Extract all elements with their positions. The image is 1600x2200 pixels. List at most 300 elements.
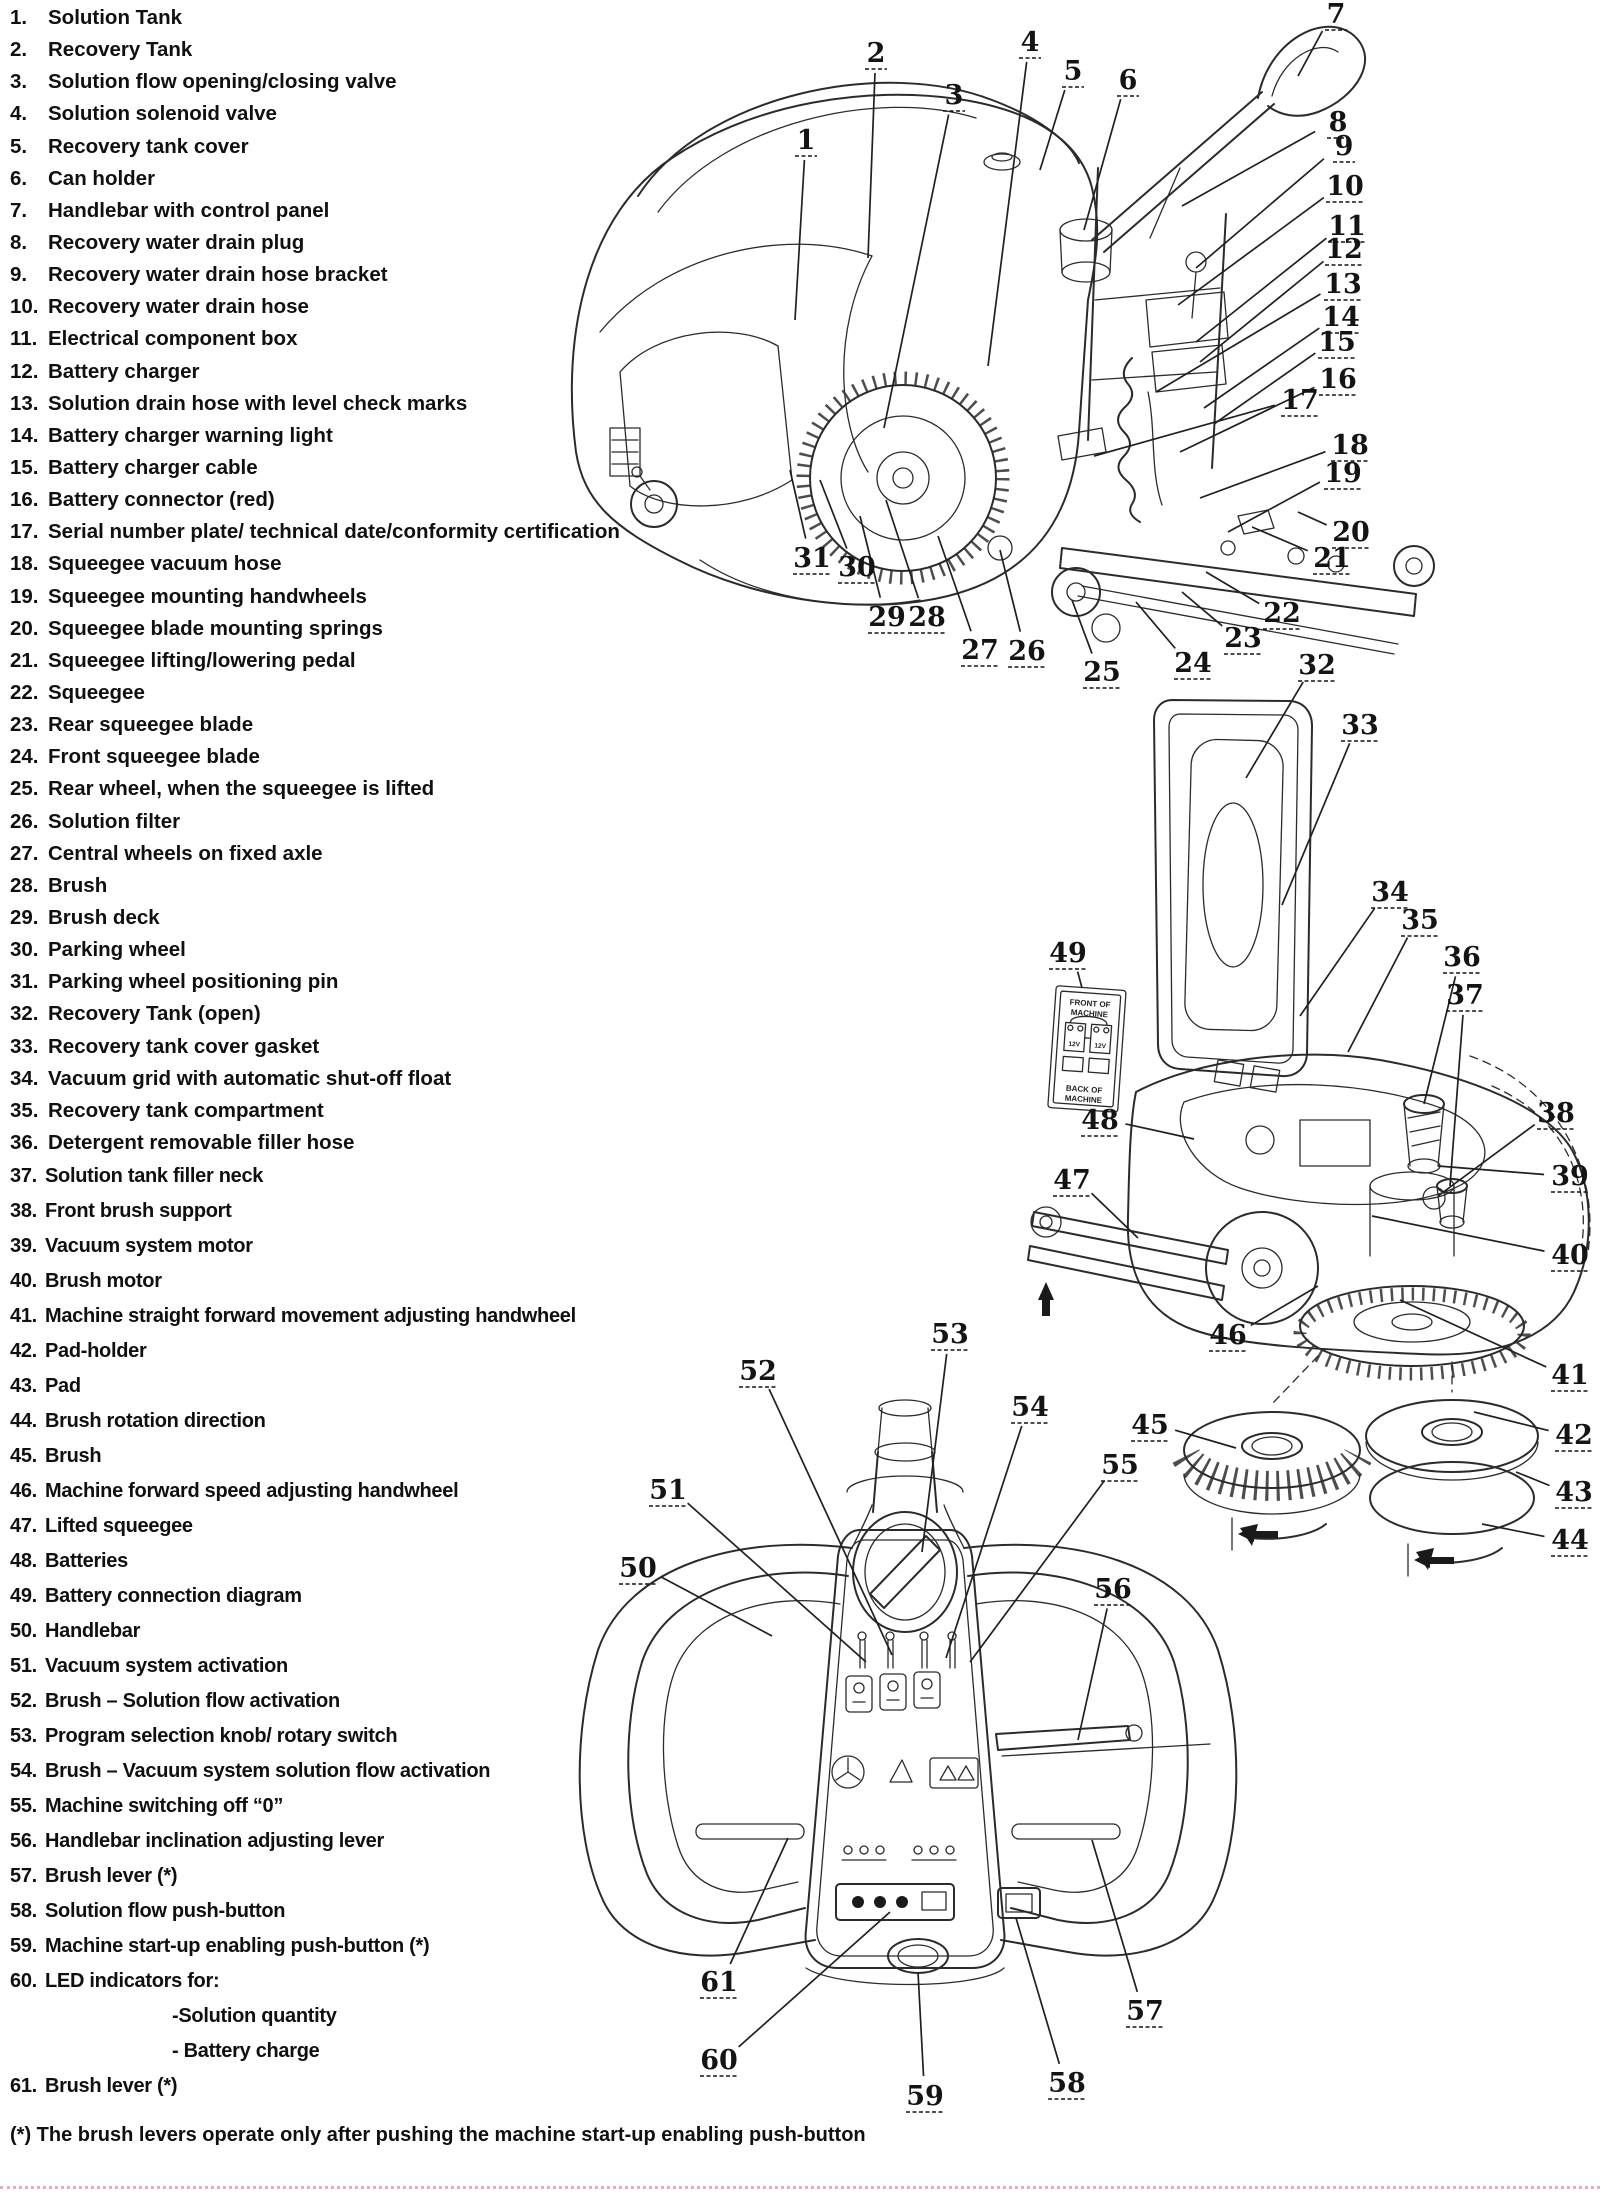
callout-number: 8	[1328, 107, 1348, 138]
item-label: Solution drain hose with level check marks	[48, 391, 468, 415]
item-number: 54.	[10, 1760, 37, 1782]
callout-number: 51	[649, 1475, 687, 1506]
line-art	[1088, 1058, 1109, 1073]
item-number: 22.	[10, 680, 39, 704]
callout-leader-line	[795, 160, 804, 320]
item-number: 34.	[10, 1066, 39, 1090]
callout-leader-line	[1125, 1124, 1194, 1139]
line-art	[896, 1896, 908, 1908]
item-number: 52.	[10, 1690, 37, 1712]
callout-number: 18	[1331, 430, 1369, 461]
item-number: 14.	[10, 423, 39, 447]
handle-shaft	[847, 1400, 963, 1512]
cover-gasket	[1184, 739, 1284, 1031]
line-art	[1206, 1212, 1318, 1324]
item-number: 51.	[10, 1655, 37, 1677]
callout-leader-line	[1450, 1015, 1463, 1186]
callout-number: 14	[1322, 302, 1360, 333]
callout-number: 10	[1326, 171, 1364, 202]
item-label: Brush rotation direction	[45, 1410, 266, 1432]
line-art: 12V	[1094, 1042, 1107, 1051]
item-number: 30.	[10, 938, 39, 962]
callout-number: 29	[868, 602, 906, 633]
callout-number: 39	[1551, 1161, 1589, 1192]
item-number: 60.	[10, 1970, 37, 1992]
item-number: 20.	[10, 616, 39, 640]
callout-number: 25	[1083, 657, 1121, 688]
machine-body-outline	[572, 95, 1097, 605]
callout-number: 2	[866, 38, 886, 69]
callout-number: 34	[1371, 877, 1409, 908]
solution-filter	[988, 536, 1012, 560]
tank-compartment	[1180, 1085, 1485, 1205]
item-number: 48.	[10, 1550, 37, 1572]
item-number: 44.	[10, 1410, 37, 1432]
callout-leader-line	[918, 1972, 924, 2076]
callout-leader-line	[1200, 261, 1324, 362]
callout-leader-line	[1136, 602, 1175, 648]
line-art	[1408, 1159, 1440, 1173]
level-symbols	[842, 1846, 956, 1860]
callout-number: 33	[1341, 710, 1379, 741]
line-art	[893, 468, 913, 488]
line-art	[1042, 1300, 1050, 1316]
item-label: Batteries	[45, 1550, 128, 1572]
item-number: 38.	[10, 1200, 37, 1222]
line-art	[1031, 1207, 1061, 1237]
line-art	[1288, 548, 1304, 564]
line-art	[875, 1443, 935, 1461]
callout-number: 31	[793, 543, 831, 574]
item-number: 28.	[10, 873, 39, 897]
callout-number: 19	[1324, 458, 1362, 489]
line-art	[1150, 168, 1180, 238]
callout-number: 7	[1326, 0, 1346, 30]
callout-leader-line	[1196, 238, 1326, 342]
line-art	[1272, 48, 1338, 96]
line-art	[886, 1632, 894, 1640]
line-art	[914, 1672, 940, 1708]
item-label: Parking wheel	[48, 938, 186, 962]
callout-number: 32	[1298, 650, 1336, 681]
item-label: Parking wheel positioning pin	[48, 970, 339, 994]
item-number: 59.	[10, 1935, 37, 1957]
item-label: -Solution quantity	[172, 2005, 337, 2027]
line-art	[852, 1505, 872, 1548]
line-art	[810, 385, 996, 571]
callout-number: 13	[1324, 269, 1362, 300]
line-art	[860, 1846, 868, 1854]
line-art	[930, 1846, 938, 1854]
item-label: Vacuum system activation	[45, 1655, 288, 1677]
line-art	[914, 1846, 922, 1854]
line-art	[836, 1758, 860, 1780]
callout-leader-line	[868, 73, 875, 258]
line-art	[1406, 558, 1422, 574]
line-art	[1252, 1437, 1292, 1455]
item-number: 24.	[10, 745, 39, 769]
callout-leader-line	[1298, 512, 1327, 525]
callout-number: 5	[1063, 56, 1083, 87]
callout-number: 12	[1325, 234, 1363, 265]
item-label: Recovery Tank (open)	[48, 1002, 261, 1026]
item-number: 41.	[10, 1305, 37, 1327]
line-art	[888, 1681, 898, 1691]
item-label: Squeegee vacuum hose	[48, 552, 282, 576]
line-art	[858, 1632, 866, 1640]
line-art	[860, 1640, 955, 1668]
item-number: 2.	[10, 38, 28, 62]
item-number: 18.	[10, 552, 39, 576]
up-arrow	[1038, 1282, 1054, 1300]
item-number: 57.	[10, 1865, 37, 1887]
line-art	[880, 1674, 906, 1710]
brush-motor	[1370, 1172, 1454, 1200]
callout-number: 44	[1551, 1525, 1589, 1556]
item-number: 19.	[10, 584, 39, 608]
item-label: Battery connector (red)	[48, 488, 275, 512]
callout-number: 42	[1555, 1420, 1593, 1451]
callout-leader-line	[1078, 1608, 1107, 1740]
line-art	[852, 1896, 864, 1908]
line-art: MACHINE	[1070, 1007, 1109, 1020]
item-number: 4.	[10, 102, 28, 126]
item-label: - Battery charge	[172, 2040, 320, 2062]
item-number: 33.	[10, 1034, 39, 1058]
line-art	[612, 440, 638, 464]
diagram-side-view	[572, 0, 1434, 778]
item-number: 27.	[10, 841, 39, 865]
callout-leader-line	[988, 62, 1027, 366]
item-label: Brush lever (*)	[45, 1865, 178, 1887]
callout-number: 37	[1446, 980, 1484, 1011]
item-number: 36.	[10, 1130, 39, 1154]
callout-leader-line	[1206, 572, 1259, 604]
callout-number: 6	[1118, 65, 1138, 96]
item-number: 53.	[10, 1725, 37, 1747]
callout-number: 40	[1551, 1240, 1589, 1271]
line-art	[645, 495, 663, 513]
item-label: Machine forward speed adjusting handwheel	[45, 1480, 459, 1502]
item-label: Pad	[45, 1375, 81, 1397]
item-number: 37.	[10, 1165, 37, 1187]
item-label: LED indicators for:	[45, 1970, 220, 1992]
line-art	[865, 1524, 945, 1620]
line-art	[930, 1758, 978, 1788]
line-art	[847, 1476, 963, 1492]
callout-number: 52	[739, 1356, 777, 1387]
handlebar	[1092, 27, 1365, 252]
line-art	[940, 1766, 974, 1780]
item-label: Machine straight forward movement adjusting handwheel	[45, 1305, 576, 1327]
item-label: Brush – Solution flow activation	[45, 1690, 340, 1712]
callout-number: 43	[1555, 1477, 1593, 1508]
callout-number: 56	[1094, 1574, 1132, 1605]
line-art	[844, 1846, 852, 1854]
line-art	[1067, 583, 1085, 601]
callout-leader-line	[1078, 972, 1082, 988]
callout-number: 1	[796, 125, 816, 156]
callout-leader-line	[946, 1426, 1022, 1658]
line-art	[803, 378, 1003, 578]
electrical-component-box	[1146, 292, 1228, 347]
item-label: Vacuum grid with automatic shut-off float	[48, 1066, 452, 1090]
item-label: Battery charger	[48, 359, 200, 383]
lifting-pedal	[1238, 510, 1274, 534]
line-art	[1203, 803, 1263, 967]
item-number: 42.	[10, 1340, 37, 1362]
item-number: 6.	[10, 166, 28, 190]
vacuum-grid	[1300, 1120, 1370, 1166]
warning-label-icon	[930, 1758, 978, 1788]
callout-leader-line	[1348, 938, 1408, 1052]
item-label: Handlebar inclination adjusting lever	[45, 1830, 384, 1852]
callout-number: 4	[1020, 27, 1040, 58]
item-label: Recovery water drain plug	[48, 230, 305, 254]
item-number: 8.	[10, 230, 28, 254]
line-art	[631, 481, 677, 527]
line-art	[922, 1679, 932, 1689]
item-number: 3.	[10, 70, 28, 94]
line-art	[946, 1846, 954, 1854]
line-art	[1221, 541, 1235, 555]
item-number: 29.	[10, 905, 39, 929]
callout-number: 61	[700, 1967, 738, 1998]
callout-number: 21	[1313, 543, 1351, 574]
line-art	[846, 1676, 872, 1712]
callout-leader-line	[1016, 1918, 1059, 2064]
callout-number: 30	[838, 552, 876, 583]
squeegee-vacuum-hose	[1118, 358, 1140, 522]
side-recess	[620, 332, 792, 506]
item-number: 43.	[10, 1375, 37, 1397]
item-label: Can holder	[48, 166, 156, 190]
callout-number: 35	[1401, 905, 1439, 936]
machine-body	[1128, 1055, 1590, 1355]
rear-tower	[1088, 168, 1228, 468]
callout-number: 54	[1011, 1392, 1049, 1423]
callout-leader-line	[1196, 159, 1324, 268]
callout-number: 22	[1263, 598, 1301, 629]
solution-drain-hose	[1148, 392, 1162, 505]
mounted-brush	[1300, 1286, 1524, 1374]
line-art	[1060, 548, 1416, 616]
line-art: 12V	[1068, 1040, 1081, 1049]
callout-leader-line	[1438, 1166, 1544, 1174]
callout-leader-line	[688, 1503, 866, 1662]
line-art	[853, 1698, 933, 1702]
callout-number: 48	[1081, 1105, 1119, 1136]
line-art	[1432, 1423, 1472, 1441]
line-art	[874, 1896, 886, 1908]
item-label: Squeegee lifting/lowering pedal	[48, 648, 356, 672]
item-label: Recovery water drain hose	[48, 295, 309, 319]
brush-lever	[696, 1824, 804, 1839]
item-number: 32.	[10, 1002, 39, 1026]
item-number: 16.	[10, 488, 39, 512]
item-label: Brush lever (*)	[45, 2075, 178, 2097]
item-label: Detergent removable filler hose	[48, 1130, 355, 1154]
footnote: (*) The brush levers operate only after pushing the machine start-up enabling push-button	[10, 2124, 866, 2146]
line-art	[1258, 27, 1365, 116]
item-label: Brush deck	[48, 905, 160, 929]
callout-number: 38	[1537, 1098, 1575, 1129]
line-art	[1062, 262, 1110, 282]
callout-number: 41	[1551, 1360, 1589, 1391]
mode-icon-badges	[846, 1672, 940, 1712]
brush-disc	[1184, 1412, 1360, 1550]
callouts-diagram-3	[619, 1319, 1164, 2112]
item-number: 46.	[10, 1480, 37, 1502]
callout-number: 53	[931, 1319, 969, 1350]
item-number: 1.	[10, 6, 28, 29]
callout-leader-line	[730, 1838, 788, 1964]
line-art	[1028, 1246, 1224, 1300]
item-label: Squeegee blade mounting springs	[48, 616, 383, 640]
callout-number: 17	[1281, 385, 1319, 416]
item-label: Vacuum system motor	[45, 1235, 253, 1257]
callout-number: 59	[906, 2081, 944, 2112]
item-label: Rear squeegee blade	[48, 713, 254, 737]
callout-number: 60	[700, 2045, 738, 2076]
item-label: Recovery tank cover gasket	[48, 1034, 320, 1058]
item-label: Solution solenoid valve	[48, 102, 277, 126]
line-art	[1040, 1216, 1052, 1228]
diagram-open-tank-view	[1028, 700, 1593, 1576]
battery-charger	[1152, 345, 1226, 392]
callout-number: 50	[619, 1553, 657, 1584]
item-label: Recovery tank cover	[48, 134, 249, 158]
item-label: Recovery tank compartment	[48, 1098, 324, 1122]
item-label: Central wheels on fixed axle	[48, 841, 323, 865]
inclination-adjusting-lever	[996, 1725, 1210, 1756]
floor-icon	[890, 1760, 912, 1782]
callout-leader-line	[970, 1481, 1104, 1662]
fan-icon	[832, 1756, 864, 1788]
item-number: 35.	[10, 1098, 39, 1122]
line-art	[1092, 614, 1120, 642]
line-art: BACK OF	[1065, 1083, 1103, 1096]
line-art	[1246, 1126, 1274, 1154]
line-art: MACHINE	[1064, 1093, 1103, 1106]
line-art	[1250, 1066, 1279, 1092]
item-label: Solution Tank	[48, 6, 183, 29]
central-wheel	[1206, 1212, 1318, 1324]
callout-number: 45	[1131, 1410, 1169, 1441]
callout-number: 57	[1126, 1996, 1164, 2027]
line-art	[1078, 1026, 1083, 1031]
item-number: 45.	[10, 1445, 37, 1467]
callout-leader-line	[739, 1912, 890, 2047]
item-number: 17.	[10, 520, 39, 544]
item-label: Brush – Vacuum system solution flow activation	[45, 1760, 491, 1782]
callout-number: 15	[1318, 327, 1356, 358]
line-art	[1070, 1015, 1108, 1039]
line-art	[1272, 1356, 1452, 1404]
item-label: Machine switching off “0”	[45, 1795, 284, 1817]
line-art	[920, 1632, 928, 1640]
callout-leader-line	[1200, 452, 1325, 498]
item-number: 10.	[10, 295, 39, 319]
led-indicator-panel	[836, 1884, 954, 1920]
line-art	[658, 107, 976, 212]
item-label: Serial number plate/ technical date/conformity certification	[48, 520, 620, 544]
item-number: 39.	[10, 1235, 37, 1257]
callout-leader-line	[769, 1389, 892, 1655]
item-label: Front squeegee blade	[48, 745, 260, 769]
item-label: Handlebar	[45, 1620, 141, 1642]
item-number: 7.	[10, 198, 28, 222]
callout-leader-line	[1228, 482, 1320, 532]
item-label: Handlebar with control panel	[48, 198, 330, 222]
item-label: Recovery water drain hose bracket	[48, 263, 388, 287]
callout-leader-line	[1182, 131, 1315, 206]
callout-leader-line	[1300, 908, 1375, 1016]
line-art	[854, 1683, 864, 1693]
pad-holder-and-pad	[1366, 1400, 1538, 1576]
item-label: Battery connection diagram	[45, 1585, 302, 1607]
callout-number: 47	[1053, 1165, 1091, 1196]
callout-number: 9	[1334, 131, 1354, 162]
item-label: Solution flow push-button	[45, 1900, 286, 1922]
callout-leader-line	[1252, 527, 1308, 551]
line-art	[1062, 1056, 1083, 1071]
line-art	[1002, 1744, 1210, 1756]
item-label: Recovery Tank	[48, 38, 193, 62]
item-label: Electrical component box	[48, 327, 298, 351]
line-art	[1242, 1248, 1282, 1288]
line-art	[876, 1846, 884, 1854]
callout-number: 27	[961, 635, 999, 666]
item-label: Battery charger cable	[48, 455, 258, 479]
item-number: 11.	[10, 327, 38, 351]
line-art	[922, 1892, 946, 1910]
callout-leader-line	[1178, 198, 1324, 305]
item-number: 40.	[10, 1270, 37, 1292]
line-art	[817, 1540, 994, 1956]
item-number: 58.	[10, 1900, 37, 1922]
item-number: 26.	[10, 809, 39, 833]
line-art	[1254, 1531, 1278, 1538]
callout-number: 24	[1174, 648, 1212, 679]
line-art	[877, 452, 929, 504]
line-art	[1354, 1302, 1470, 1342]
callout-number: 11	[1328, 211, 1366, 242]
item-label: Solution flow opening/closing valve	[48, 70, 397, 94]
battery-connection-plate	[1048, 986, 1126, 1113]
item-number: 55.	[10, 1795, 37, 1817]
item-number: 9.	[10, 263, 28, 287]
item-label: Brush motor	[45, 1270, 162, 1292]
line-art	[1104, 104, 1274, 252]
item-label: Front brush support	[45, 1200, 232, 1222]
callout-leader-line	[1400, 1300, 1546, 1367]
callout-leader-line	[1084, 99, 1121, 230]
line-art	[1184, 1412, 1360, 1488]
callout-number: 26	[1008, 636, 1046, 667]
line-art: FRONT OF	[1069, 997, 1111, 1010]
item-label: Squeegee mounting handwheels	[48, 584, 367, 608]
callout-leader-line	[1372, 1216, 1544, 1251]
item-label: Brush	[48, 873, 108, 897]
recovery-tank-lid-open	[1154, 700, 1312, 1092]
callout-leader-line	[1072, 600, 1092, 654]
callout-number: 36	[1443, 942, 1481, 973]
item-number: 13.	[10, 391, 39, 415]
line-art	[996, 1726, 1130, 1750]
line-art	[640, 476, 650, 490]
item-number: 61.	[10, 2075, 37, 2097]
